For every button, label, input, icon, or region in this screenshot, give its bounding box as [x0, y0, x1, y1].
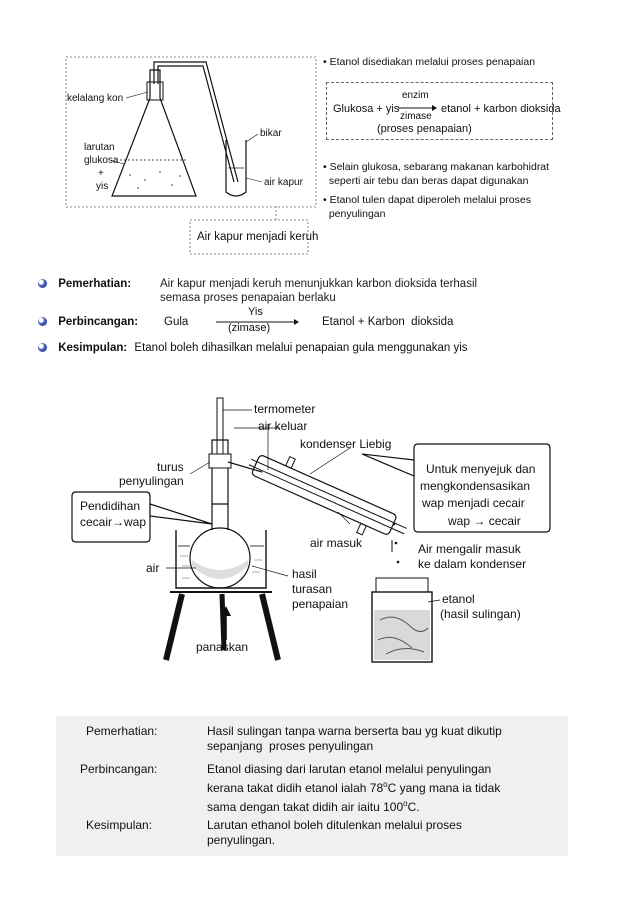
- label-turus-1: turus: [157, 460, 184, 474]
- panel-conclusion-label: Kesimpulan:: [86, 818, 153, 832]
- panel-discussion-line-2-suffix: yang mana ia tidak: [396, 781, 501, 795]
- panel-discussion-line-2: [207, 777, 567, 796]
- s1-observation-text-2: semasa proses penapaian berlaku: [160, 292, 336, 304]
- label-air-mengalir-1: Air mengalir masuk: [418, 542, 521, 556]
- label-bikar: bikar: [260, 128, 282, 139]
- note-b2-l2: seperti air tebu dan beras dapat digunakan: [328, 175, 529, 187]
- label-plus: +: [98, 168, 104, 179]
- note-b2: • Selain glukosa, sebarang makanan karbohidrat seperti air tebu dan beras dapat digunakan: [323, 161, 550, 187]
- s1-arrow-top: Yis: [248, 306, 263, 318]
- bullet-icon: [38, 317, 47, 326]
- callout-pendidihan-2: [80, 515, 146, 529]
- panel-observation-label: Pemerhatian:: [86, 724, 158, 738]
- panel-conclusion-text: [207, 818, 567, 848]
- panel-discussion-line-1: Etanol diasing dari larutan etanol melalui penyulingan: [207, 762, 492, 776]
- eq-top: enzim: [402, 90, 429, 101]
- s1-discussion-right: Etanol + Karbon dioksida: [322, 316, 454, 328]
- caption-air-kapur: Air kapur menjadi keruh: [197, 231, 319, 243]
- eq-right: etanol + karbon dioksida: [441, 103, 561, 115]
- callout-pendidihan-1: Pendidihan: [80, 499, 141, 513]
- note-wap-cecair: [448, 514, 521, 528]
- panel-discussion-line-3-end: .: [416, 800, 420, 814]
- note-cooling-1: Untuk menyejuk dan: [426, 462, 536, 476]
- label-hasil-3: penapaian: [292, 597, 349, 611]
- panel-conclusion-line-2: penyulingan.: [207, 833, 276, 847]
- label-hasil-1: hasil: [292, 567, 317, 581]
- s1-observation-text-1: Air kapur menjadi keruh menunjukkan karbon dioksida terhasil: [160, 278, 478, 290]
- panel-conclusion-line-1: Larutan ethanol boleh ditulenkan melalui proses: [207, 818, 462, 832]
- degree-unit: C: [407, 800, 417, 814]
- bullet-icon: [38, 343, 47, 352]
- label-etanol-1: etanol: [442, 592, 475, 606]
- panel-observation-line-2: sepanjang proses penyulingan: [207, 739, 374, 753]
- distillation-diagram: [0, 380, 638, 680]
- label-air-mengalir-2: ke dalam kondenser: [418, 557, 527, 571]
- s1-discussion: [38, 316, 138, 328]
- degree-sup: o: [383, 780, 388, 789]
- panel-discussion-text: [207, 762, 567, 815]
- label-turus-2: penyulingan: [119, 474, 184, 488]
- eq-caption: (proses penapaian): [377, 123, 472, 135]
- panel-discussion-line-3: [207, 796, 567, 815]
- panel-observation-text: [207, 724, 567, 754]
- arrow-right-icon: →: [112, 515, 125, 529]
- label-hasil-2: turasan: [292, 582, 333, 596]
- label-larutan: larutan: [84, 142, 115, 153]
- label-air-keluar: air keluar: [258, 419, 308, 433]
- note-b1: • Etanol disediakan melalui proses penapaian: [323, 56, 536, 68]
- label-yis: yis: [96, 181, 109, 192]
- label-panaskan: panaskan: [196, 640, 249, 654]
- note-cooling-3: wap menjadi cecair: [422, 496, 525, 510]
- callout-cecair: cecair: [80, 515, 113, 529]
- note-cooling-2: mengkondensasikan: [420, 479, 531, 493]
- s1-conclusion-text: Etanol boleh dihasilkan melalui penapaian gula menggunakan yis: [134, 342, 468, 354]
- s1-discussion-left: Gula: [164, 316, 189, 328]
- panel-observation-line-1: Hasil sulingan tanpa warna berserta bau yg kuat dikutip: [207, 724, 502, 738]
- conclusion-panel: [56, 716, 568, 856]
- callout-wap: wap: [124, 515, 147, 529]
- label-kelalang-kon: kelalang kon: [67, 93, 124, 104]
- note-b3-l1: Etanol tulen dapat diperoleh melalui proses: [329, 194, 531, 206]
- label-kondenser: kondenser Liebig: [300, 437, 392, 451]
- note-b1-text: Etanol disediakan melalui proses penapaian: [329, 56, 536, 68]
- note-b3-l2: penyulingan: [328, 208, 386, 220]
- s1-arrow-bottom: (zimase): [228, 322, 271, 334]
- label-termometer: termometer: [254, 402, 316, 416]
- note-b3: • Etanol tulen dapat diperoleh melalui proses penyulingan: [323, 194, 531, 220]
- note-b2-l1: Selain glukosa, sebarang makanan karbohidrat: [329, 161, 550, 173]
- s1-discussion-label: Perbincangan:: [58, 316, 139, 328]
- label-air-masuk: air masuk: [310, 536, 363, 550]
- degree-sup: o: [403, 799, 408, 808]
- panel-discussion-line-2-text: kerana takat didih etanol ialah 78: [207, 781, 384, 795]
- panel-discussion-label: Perbincangan:: [80, 762, 158, 776]
- eq-bottom: zimase: [400, 111, 432, 122]
- s1-conclusion: [38, 342, 468, 354]
- s1-conclusion-label: Kesimpulan:: [58, 342, 128, 354]
- panel-discussion-line-3-text: sama dengan takat didih air iaitu 100: [207, 800, 404, 814]
- label-etanol-2: (hasil sulingan): [440, 607, 521, 621]
- label-air-kapur: air kapur: [264, 177, 303, 188]
- s1-observation: [38, 278, 131, 290]
- eq-left: Glukosa + yis: [333, 103, 400, 115]
- bullet-icon: [38, 279, 47, 288]
- note-wap: wap: [448, 514, 471, 528]
- label-glukosa: glukosa: [84, 155, 119, 166]
- note-cecair: cecair: [488, 514, 521, 528]
- s1-observation-label: Pemerhatian:: [58, 278, 132, 290]
- degree-unit: C: [387, 781, 397, 795]
- arrow-right-icon: →: [473, 514, 486, 528]
- label-air: air: [146, 561, 160, 575]
